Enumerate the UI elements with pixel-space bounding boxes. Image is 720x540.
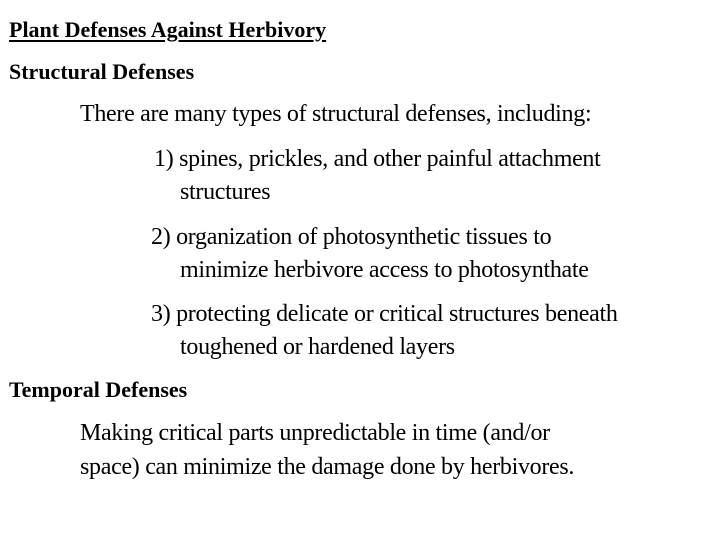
list-item-2-line2: minimize herbivore access to photosynthate	[180, 257, 589, 283]
temporal-text-line1: Making critical parts unpredictable in time (and/or	[80, 420, 550, 446]
list-item-3-line2: toughened or hardened layers	[180, 334, 455, 360]
list-item-3-line1: 3) protecting delicate or critical structures beneath	[151, 301, 618, 327]
temporal-text-line2: space) can minimize the damage done by herbivores.	[80, 454, 575, 480]
section-heading-structural: Structural Defenses	[9, 59, 195, 84]
list-item-1-line1: 1) spines, prickles, and other painful attachment	[154, 146, 601, 172]
section-heading-temporal: Temporal Defenses	[9, 377, 188, 402]
list-item-1-line2: structures	[180, 179, 271, 205]
slide-title: Plant Defenses Against Herbivory	[9, 17, 327, 42]
list-item-2-line1: 2) organization of photosynthetic tissues to	[151, 224, 552, 250]
structural-intro: There are many types of structural defenses, including:	[80, 101, 592, 127]
